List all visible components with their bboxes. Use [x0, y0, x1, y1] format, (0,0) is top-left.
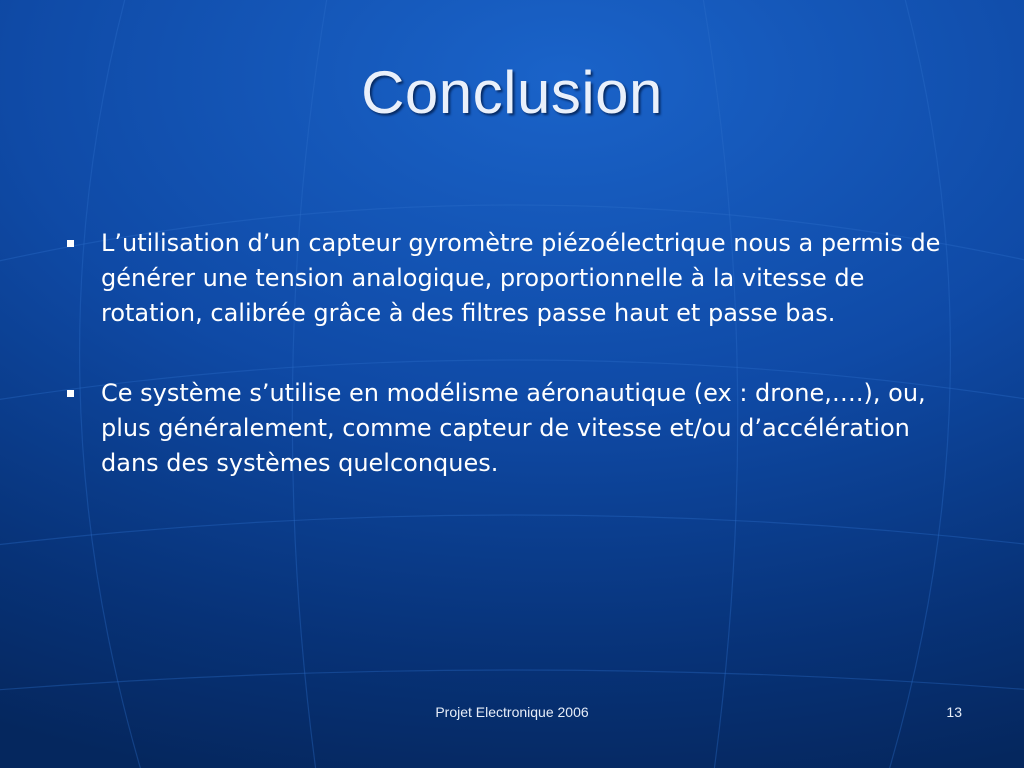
square-bullet-icon — [67, 240, 74, 247]
square-bullet-icon — [67, 390, 74, 397]
footer-text: Projet Electronique 2006 — [435, 704, 589, 720]
bullet-text: Ce système s’utilise en modélisme aéronautique (ex : drone,….), ou, plus généralement, comme capteur de vitesse et/ou d’accélération dans des systèmes quelconques. — [101, 379, 926, 477]
slide-title: Conclusion — [361, 59, 663, 126]
slide-number: 13 — [946, 704, 962, 720]
bullet-list — [60, 226, 960, 526]
bullet-item — [60, 226, 960, 331]
bullet-text: L’utilisation d’un capteur gyromètre piézoélectrique nous a permis de générer une tension analogique, proportionnelle à la vitesse de rotation, calibrée grâce à des filtres passe haut et passe bas. — [101, 229, 941, 327]
bullet-item — [60, 376, 960, 481]
